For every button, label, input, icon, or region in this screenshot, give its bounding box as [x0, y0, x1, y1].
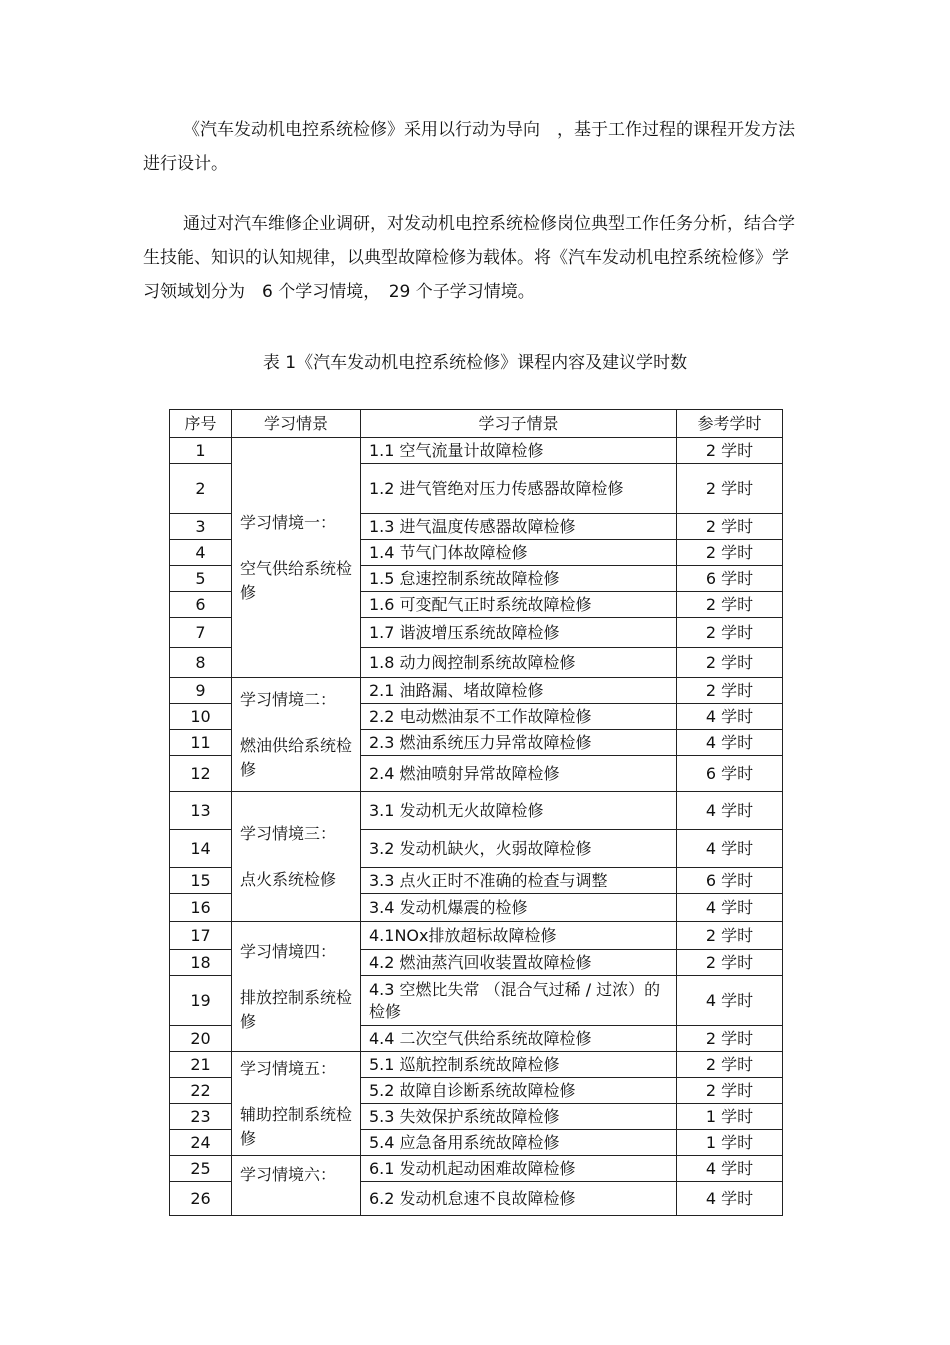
row-number: 18: [170, 950, 232, 976]
situation-cell: [232, 438, 361, 678]
row-number: 21: [170, 1052, 232, 1078]
hours-cell: 2 学时: [677, 592, 783, 618]
intro-paragraph: 《汽车发动机电控系统检修》采用以行动为导向 ，基于工作过程的课程开发方法进行设计。: [143, 120, 795, 174]
situation-cell: [232, 1156, 361, 1216]
hours-cell: 1 学时: [677, 1104, 783, 1130]
row-number: 2: [170, 464, 232, 514]
table-row: [170, 792, 783, 830]
hours-cell: 4 学时: [677, 1156, 783, 1182]
row-number: 1: [170, 438, 232, 464]
situation-name: 空气供给系统检修: [240, 558, 353, 602]
row-number: 10: [170, 704, 232, 730]
sub-situation: 2.2 电动燃油泵不工作故障检修: [361, 704, 677, 730]
hours-cell: 2 学时: [677, 1078, 783, 1104]
row-number: 7: [170, 618, 232, 648]
sub-situation: 6.1 发动机起动困难故障检修: [361, 1156, 677, 1182]
row-number: 5: [170, 566, 232, 592]
sub-situation: 5.4 应急备用系统故障检修: [361, 1130, 677, 1156]
hours-cell: 4 学时: [677, 704, 783, 730]
row-number: 15: [170, 868, 232, 894]
hours-cell: 2 学时: [677, 540, 783, 566]
sub-situation: 1.7 谐波增压系统故障检修: [361, 618, 677, 648]
sub-situation: 1.4 节气门体故障检修: [361, 540, 677, 566]
row-number: 20: [170, 1026, 232, 1052]
row-number: 17: [170, 922, 232, 950]
hours-cell: 2 学时: [677, 1052, 783, 1078]
table-row: [170, 438, 783, 464]
situation-cell: [232, 1052, 361, 1156]
header-sub-situation: 学习子情景: [361, 410, 677, 438]
row-number: 11: [170, 730, 232, 756]
row-number: 23: [170, 1104, 232, 1130]
row-number: 19: [170, 976, 232, 1026]
row-number: 4: [170, 540, 232, 566]
situation-name: 燃油供给系统检修: [240, 735, 353, 779]
hours-cell: 6 学时: [677, 756, 783, 792]
row-number: 16: [170, 894, 232, 922]
hours-cell: 4 学时: [677, 830, 783, 868]
sub-situation: 1.8 动力阀控制系统故障检修: [361, 648, 677, 678]
situation-name: 点火系统检修: [240, 869, 337, 889]
sub-situation: 2.4 燃油喷射异常故障检修: [361, 756, 677, 792]
sub-situation: 3.2 发动机缺火，火弱故障检修: [361, 830, 677, 868]
hours-cell: 4 学时: [677, 730, 783, 756]
sub-situation: 3.3 点火正时不准确的检查与调整: [361, 868, 677, 894]
row-number: 24: [170, 1130, 232, 1156]
hours-cell: 6 学时: [677, 566, 783, 592]
sub-situation: 6.2 发动机怠速不良故障检修: [361, 1182, 677, 1216]
sub-situation: 1.1 空气流量计故障检修: [361, 438, 677, 464]
situation-title: 学习情境三：: [240, 823, 337, 843]
sub-situation: 4.1NOx排放超标故障检修: [361, 922, 677, 950]
hours-cell: 2 学时: [677, 438, 783, 464]
hours-cell: 2 学时: [677, 514, 783, 540]
table-row: [170, 678, 783, 704]
situation-name: 排放控制系统检修: [240, 987, 353, 1031]
hours-cell: 4 学时: [677, 976, 783, 1026]
situation-title: 学习情境四：: [240, 941, 337, 961]
hours-cell: 1 学时: [677, 1130, 783, 1156]
row-number: 25: [170, 1156, 232, 1182]
sub-situation: 2.3 燃油系统压力异常故障检修: [361, 730, 677, 756]
hours-cell: 2 学时: [677, 678, 783, 704]
sub-situation: 4.2 燃油蒸汽回收装置故障检修: [361, 950, 677, 976]
sub-situation: 4.4 二次空气供给系统故障检修: [361, 1026, 677, 1052]
table-row: [170, 1156, 783, 1182]
sub-situation: 2.1 油路漏、堵故障检修: [361, 678, 677, 704]
course-table: [169, 409, 783, 1216]
situation-cell: [232, 792, 361, 922]
header-situation: 学习情景: [232, 410, 361, 438]
sub-situation: 1.3 进气温度传感器故障检修: [361, 514, 677, 540]
hours-cell: 6 学时: [677, 868, 783, 894]
table-row: [170, 922, 783, 950]
table-caption: 表 1《汽车发动机电控系统检修》课程内容及建议学时数: [262, 353, 688, 373]
sub-situation: 5.3 失效保护系统故障检修: [361, 1104, 677, 1130]
hours-cell: 2 学时: [677, 950, 783, 976]
row-number: 26: [170, 1182, 232, 1216]
situation-title: 学习情境六：: [240, 1164, 337, 1184]
sub-situation: 1.2 进气管绝对压力传感器故障检修: [361, 464, 677, 514]
hours-cell: 4 学时: [677, 792, 783, 830]
hours-cell: 4 学时: [677, 1182, 783, 1216]
sub-situation: 1.6 可变配气正时系统故障检修: [361, 592, 677, 618]
row-number: 22: [170, 1078, 232, 1104]
situation-name: 辅助控制系统检修: [240, 1104, 353, 1148]
sub-situation: 5.1 巡航控制系统故障检修: [361, 1052, 677, 1078]
hours-cell: 4 学时: [677, 894, 783, 922]
situation-cell: [232, 678, 361, 792]
row-number: 13: [170, 792, 232, 830]
row-number: 6: [170, 592, 232, 618]
sub-situation: 3.4 发动机爆震的检修: [361, 894, 677, 922]
hours-cell: 2 学时: [677, 464, 783, 514]
hours-cell: 2 学时: [677, 922, 783, 950]
sub-situation: 4.3 空燃比失常 （混合气过稀 / 过浓）的检修: [361, 976, 677, 1026]
hours-cell: 2 学时: [677, 1026, 783, 1052]
header-no: 序号: [170, 410, 232, 438]
row-number: 14: [170, 830, 232, 868]
analysis-paragraph: 通过对汽车维修企业调研，对发动机电控系统检修岗位典型工作任务分析，结合学生技能、知识的认知规律，以典型故障检修为载体。将《汽车发动机电控系统检修》学习领域划分为 6 个学习情境， 29 个子学习情境。: [143, 214, 795, 302]
header-hours: 参考学时: [677, 410, 783, 438]
row-number: 12: [170, 756, 232, 792]
row-number: 9: [170, 678, 232, 704]
sub-situation: 1.5 怠速控制系统故障检修: [361, 566, 677, 592]
situation-title: 学习情境一：: [240, 512, 337, 532]
situation-title: 学习情境二：: [240, 689, 337, 709]
situation-title: 学习情境五：: [240, 1058, 337, 1078]
table-header-row: [170, 410, 783, 438]
sub-situation: 5.2 故障自诊断系统故障检修: [361, 1078, 677, 1104]
hours-cell: 2 学时: [677, 618, 783, 648]
row-number: 3: [170, 514, 232, 540]
sub-situation: 3.1 发动机无火故障检修: [361, 792, 677, 830]
hours-cell: 2 学时: [677, 648, 783, 678]
table-row: [170, 1052, 783, 1078]
row-number: 8: [170, 648, 232, 678]
situation-cell: [232, 922, 361, 1052]
